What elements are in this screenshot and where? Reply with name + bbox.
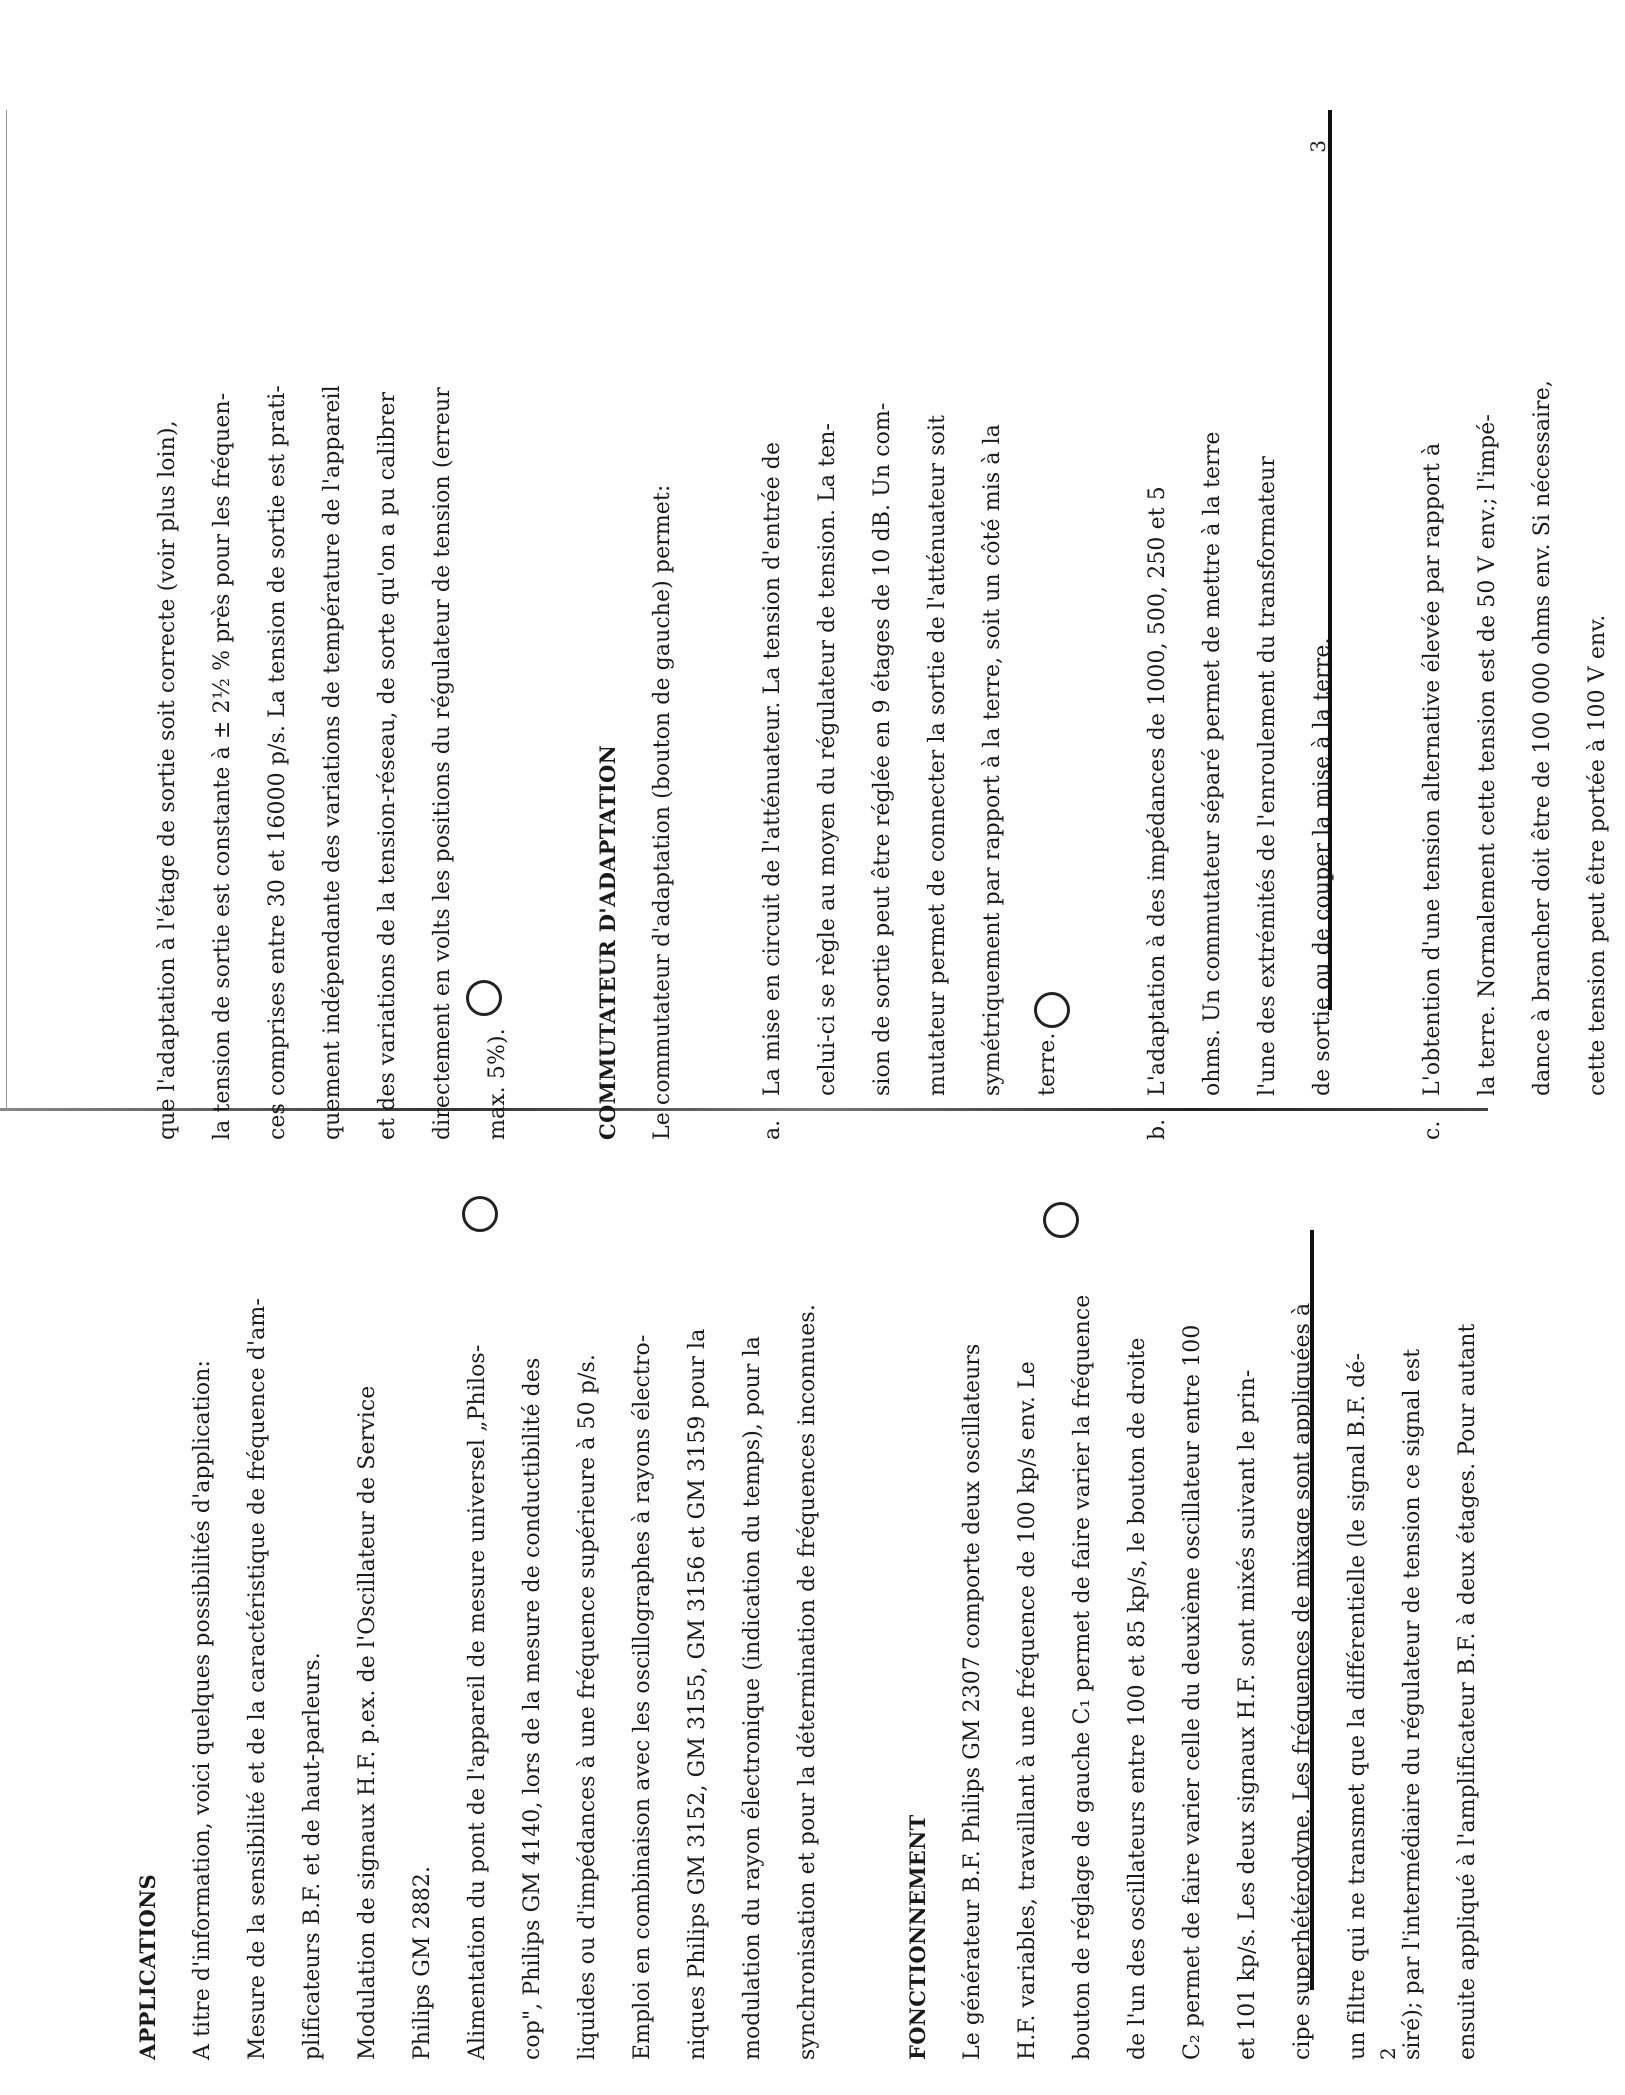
text-line: ces comprises entre 30 et 16000 p/s. La tension de sortie est prati- [265,385,290,1140]
right-page [140,100,1610,1140]
text-line: quement indépendante des variations de température de l'appareil [320,385,345,1140]
text-line: l'une des extrémités de l'enroulement du transformateur [1255,455,1280,1096]
page-number: 3 [1306,140,1330,153]
text-line: terre. [1035,1032,1060,1096]
text-line: cop", Philips GM 4140, lors de la mesure de conductibilité des [520,1357,545,2060]
text-line: Le commutateur d'adaptation (bouton de gauche) permet: [650,484,675,1140]
text-line: que l'adaptation à l'étage de sortie soit correcte (voir plus loin), [155,420,180,1140]
text-line: A titre d'information, voici quelques possibilités d'application: [190,1360,215,2060]
text-line: cette tension peut être portée à 100 V env. [1585,614,1610,1096]
text-line: un filtre qui ne transmet que la différentielle (le signal B.F. dé- [1345,1352,1370,2060]
text-line: ensuite appliqué à l'amplificateur B.F. à deux étages. Pour autant [1455,1323,1480,2060]
text-line: L'adaptation à des impédances de 1000, 500, 250 et 5 [1145,486,1170,1096]
text-line: dance à brancher doit être de 100 000 ohms env. Si nécessaire, [1530,379,1555,1096]
text-line: Emploi en combinaison avec les oscillographes à rayons électro- [630,1334,655,2060]
list-item-body [1405,100,1625,1096]
text-line: Philips GM 2882. [410,1865,435,2060]
section-heading: APPLICATIONS [135,1873,160,2060]
text-line: sion de sortie peut être réglée en 9 étages de 10 dB. Un com- [870,402,895,1096]
margin-edge-line [6,110,7,1110]
text-line: de l'un des oscillateurs entre 100 et 85 kp/s, le bouton de droite [1125,1337,1150,2060]
text-line: Le générateur B.F. Philips GM 2307 comporte deux oscillateurs [960,1343,985,2060]
item-gap [1075,100,1130,1140]
list-item [1130,100,1350,1140]
text-line: Alimentation du pont de l'appareil de mesure universel „Philos- [465,1344,490,2060]
section-heading: COMMUTATEUR D'ADAPTATION [595,744,620,1140]
text-line: mutateur permet de connecter la sortie de l'atténuateur soit [925,414,950,1096]
text-line: cipe superhétérodyne. Les fréquences de mixage sont appliquées à [1290,1302,1315,2060]
left-page [120,1060,1480,2060]
item-gap [690,100,745,1140]
text-line: la tension de sortie est constante à ± 2½ % près pour les fréquen- [210,392,235,1140]
text-line: Modulation de signaux H.F. p.ex. de l'Oscillateur de Service [355,1385,380,2060]
list-marker: c. [1420,1120,1445,1140]
text-line: ohms. Un commutateur séparé permet de mettre à la terre [1200,431,1225,1096]
text-line: Mesure de la sensibilité et de la caractéristique de fréquence d'am- [245,1298,270,2060]
text-line: H.F. variables, travaillant à une fréquence de 100 kp/s env. Le [1015,1361,1040,2060]
item-gap [1350,100,1405,1140]
text-line: L'obtention d'une tension alternative élevée par rapport à [1420,442,1445,1096]
list-item-body [745,100,1075,1096]
text-line: celui-ci se règle au moyen du régulateur de tension. La ten- [815,422,840,1096]
text-line: max. 5%). [485,1028,510,1140]
text-line: de sortie ou de couper la mise à la terre. [1310,637,1335,1096]
list-item-body [1130,100,1350,1096]
section-gap [525,100,580,1140]
text-line: bouton de réglage de gauche C₁ permet de faire varier la fréquence [1070,1294,1095,2060]
text-line: et des variations de la tension-réseau, de sorte qu'on a pu calibrer [375,391,400,1140]
text-line: synchronisation et pour la détermination de fréquences inconnues. [795,1304,820,2060]
text-line: et 101 kp/s. Les deux signaux H.F. sont mixés suivant le prin- [1235,1369,1260,2060]
text-line: niques Philips GM 3152, GM 3155, GM 3156 et GM 3159 pour la [685,1328,710,2060]
text-line: modulation du rayon électronique (indication du temps), pour la [740,1336,765,2060]
text-line: directement en volts les positions du régulateur de tension (erreur [430,387,455,1140]
text-line: symétriquement par rapport à la terre, soit un côté mis à la [980,423,1005,1096]
text-line: siré); par l'intermédiaire du régulateur de tension ce signal est [1400,1348,1425,2060]
page-number: 2 [1376,2047,1400,2060]
text-line: liquides ou d'impédances à une fréquence supérieure à 50 p/s. [575,1354,600,2060]
list-item [745,100,1075,1140]
text-line: la terre. Normalement cette tension est de 50 V env.; l'impé- [1475,414,1500,1096]
text-line: La mise en circuit de l'atténuateur. La tension d'entrée de [760,441,785,1096]
section-heading: FONCTIONNEMENT [905,1814,930,2060]
list-item [1405,100,1625,1140]
section-gap [835,1060,890,2060]
text-line: C₂ permet de faire varier celle du deuxième oscillateur entre 100 [1180,1324,1205,2060]
list-marker: b. [1145,1118,1170,1140]
list-marker: a. [760,1119,785,1140]
text-line: plificateurs B.F. et de haut-parleurs. [300,1652,325,2060]
